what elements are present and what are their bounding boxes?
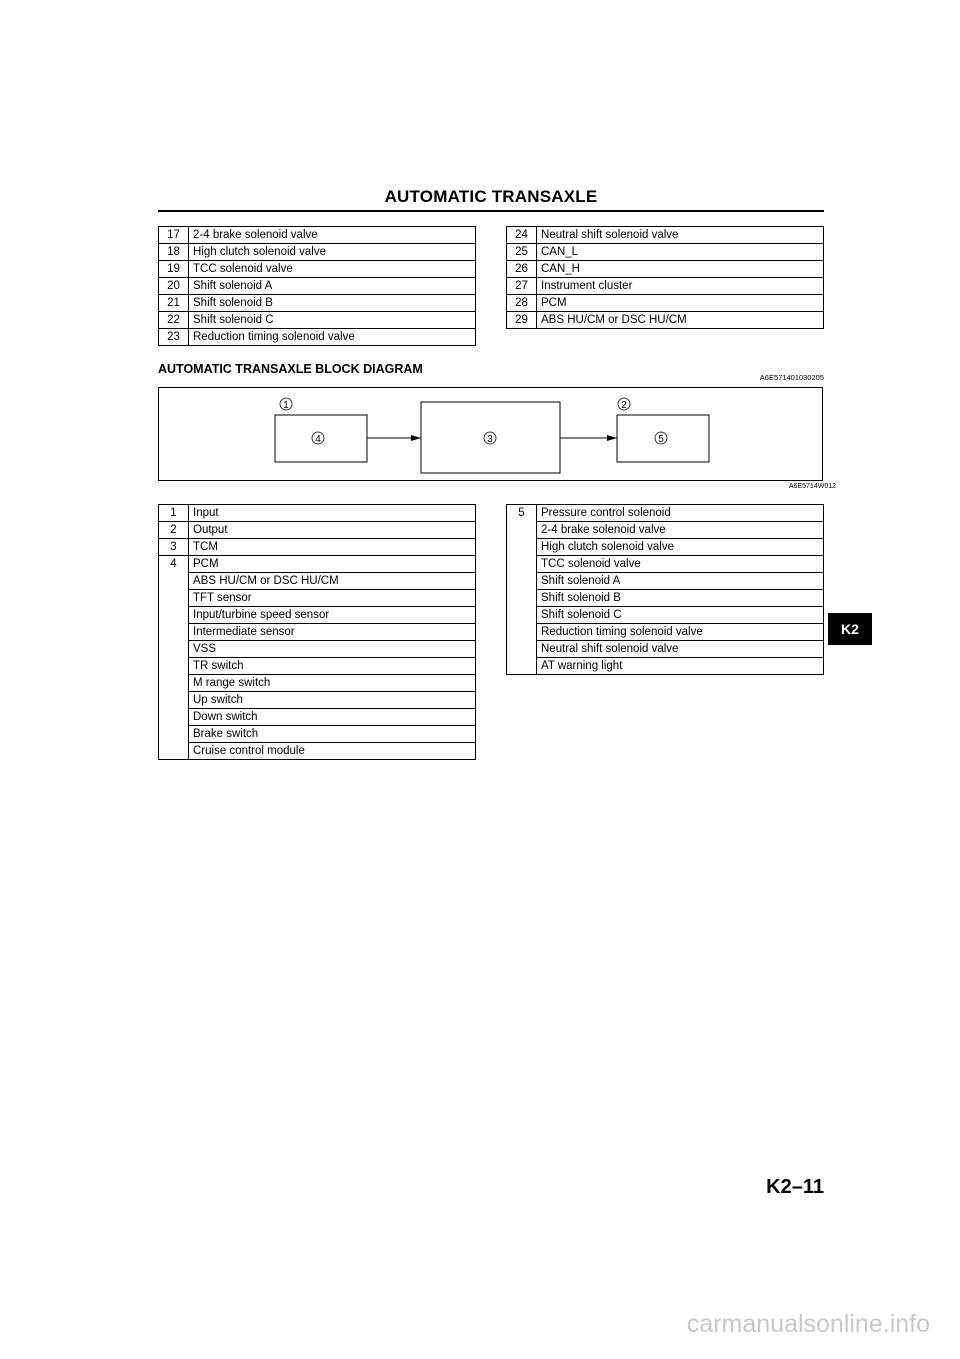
table-row [159,607,476,624]
item-name: PCM [537,295,824,312]
item-name: Down switch [189,709,476,726]
item-name: Instrument cluster [537,278,824,295]
item-name: TCC solenoid valve [537,556,824,573]
table-row [159,505,476,522]
item-number: 29 [507,312,537,329]
legend-table-left [158,504,476,760]
section-title: AUTOMATIC TRANSAXLE BLOCK DIAGRAM [158,362,423,376]
table-row [159,675,476,692]
table-row [507,641,824,658]
diagram-code: A6E5714W012 [788,483,836,490]
table-row [159,556,476,573]
svg-text:1: 1 [283,400,289,411]
table-row [159,312,476,329]
callout-3 [484,432,496,445]
item-number: 23 [159,329,189,346]
item-name: TCC solenoid valve [189,261,476,278]
table-row [159,726,476,743]
table-row [159,329,476,346]
svg-text:5: 5 [658,434,664,445]
item-name: Shift solenoid A [537,573,824,590]
item-name: Shift solenoid B [537,590,824,607]
table-row [159,658,476,675]
item-name: 2-4 brake solenoid valve [189,227,476,244]
item-name: Cruise control module [189,743,476,760]
item-number: 22 [159,312,189,329]
item-number: 18 [159,244,189,261]
item-name: PCM [189,556,476,573]
section-code: A6E571401030205 [759,373,824,382]
page-number: K2–11 [766,1176,824,1198]
callout-2 [618,398,630,411]
item-name: Shift solenoid A [189,278,476,295]
item-name: Intermediate sensor [189,624,476,641]
item-name: TFT sensor [189,590,476,607]
item-number: 17 [159,227,189,244]
table-row [507,295,824,312]
table-row [159,295,476,312]
item-name: TR switch [189,658,476,675]
table-row [159,539,476,556]
item-name: Brake switch [189,726,476,743]
table-row [159,261,476,278]
item-number: 21 [159,295,189,312]
block-diagram-svg [159,388,824,482]
item-name: 2-4 brake solenoid valve [537,522,824,539]
item-number: 2 [159,522,189,539]
item-name: AT warning light [537,658,824,675]
item-number: 24 [507,227,537,244]
item-name: Shift solenoid C [189,312,476,329]
table-row [507,522,824,539]
table-row [507,624,824,641]
table-row [159,278,476,295]
item-name: ABS HU/CM or DSC HU/CM [537,312,824,329]
item-name: High clutch solenoid valve [189,244,476,261]
item-name: High clutch solenoid valve [537,539,824,556]
item-name: Shift solenoid B [189,295,476,312]
svg-text:2: 2 [621,400,627,411]
table-row [507,227,824,244]
table-row [507,312,824,329]
table-row [507,590,824,607]
parts-table-top-right [506,226,824,329]
callout-4 [312,432,324,445]
block-diagram [158,387,823,481]
callout-5 [655,432,667,445]
item-number: 27 [507,278,537,295]
page-header-title: AUTOMATIC TRANSAXLE [158,186,824,212]
table-row [507,244,824,261]
table-row [159,709,476,726]
svg-text:3: 3 [487,434,493,445]
table-row [507,539,824,556]
svg-text:4: 4 [315,434,321,445]
table-row [507,573,824,590]
item-name: Shift solenoid C [537,607,824,624]
group-number: 5 [507,505,537,675]
item-name: ABS HU/CM or DSC HU/CM [189,573,476,590]
table-row [159,743,476,760]
table-row [159,522,476,539]
table-row [159,641,476,658]
item-name: Input [189,505,476,522]
table-row [507,505,824,522]
item-name: Reduction timing solenoid valve [189,329,476,346]
item-name: Input/turbine speed sensor [189,607,476,624]
item-number: 26 [507,261,537,278]
item-number: 28 [507,295,537,312]
item-name: VSS [189,641,476,658]
item-name: TCM [189,539,476,556]
section-tab: K2 [828,613,872,645]
table-row [159,692,476,709]
item-number: 25 [507,244,537,261]
legend-table-right [506,504,824,675]
table-row [159,573,476,590]
watermark: carmanualsonline.info [686,1310,930,1338]
table-row [507,261,824,278]
table-row [507,607,824,624]
table-row [159,624,476,641]
item-name: Reduction timing solenoid valve [537,624,824,641]
group-number: 4 [159,556,189,760]
table-row [507,658,824,675]
item-name: CAN_L [537,244,824,261]
item-name: Output [189,522,476,539]
item-name: Neutral shift solenoid valve [537,227,824,244]
input-block [275,415,367,462]
item-number: 20 [159,278,189,295]
table-row [159,244,476,261]
item-number: 19 [159,261,189,278]
item-number: 3 [159,539,189,556]
table-row [507,278,824,295]
item-name: Up switch [189,692,476,709]
item-number: 1 [159,505,189,522]
parts-table-top-left [158,226,476,346]
callout-1 [280,398,292,411]
item-name: Neutral shift solenoid valve [537,641,824,658]
table-row [159,227,476,244]
table-row [159,590,476,607]
item-name: Pressure control solenoid [537,505,824,522]
item-name: CAN_H [537,261,824,278]
table-row [507,556,824,573]
item-name: M range switch [189,675,476,692]
